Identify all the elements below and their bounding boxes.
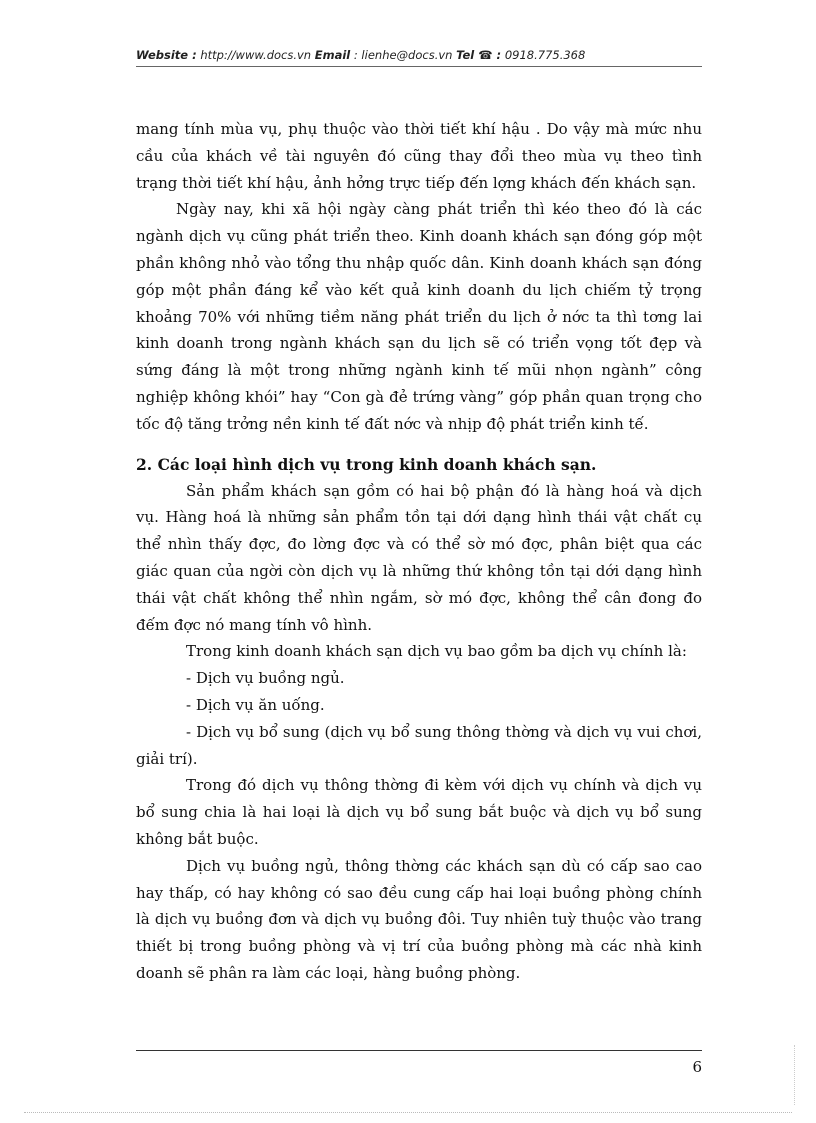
page-bottom-dots xyxy=(24,1112,792,1113)
page-header xyxy=(136,48,702,62)
paragraph-4: Trong kinh doanh khách sạn dịch vụ bao gồm ba dịch vụ chính là: xyxy=(186,642,687,661)
tel-value: 0918.775.368 xyxy=(504,48,586,62)
paragraph-3: Sản phẩm khách sạn gồm có hai bộ phận đó là hàng hoá và dịch vụ. Hàng hoá là những sản phẩm tồn tại dới dạng hình thái vật chất cụ thể nhìn thấy đợc, đo lờng đợc và có thể sờ mó đợc, phân biệt qua các giác quan của ngời còn dịch vụ là những thứ không tồn tại dới dạng hình thái vật chất không thể nhìn ngắm, sờ mó đợc, không thể cân đong đo đếm đợc nó mang tính vô hình. xyxy=(136,481,702,634)
header-divider xyxy=(136,66,702,67)
list-item-3: - Dịch vụ bổ sung (dịch vụ bổ sung thông thờng và dịch vụ vui chơi, giải trí). xyxy=(136,722,702,768)
paragraph-2: Ngày nay, khi xã hội ngày càng phát triển thì kéo theo đó là các ngành dịch vụ cũng phát triển theo. Kinh doanh khách sạn đóng góp một phần không nhỏ vào tổng thu nhập quốc dân. Kinh doanh khách sạn đóng góp một phần đáng kể vào kết quả kinh doanh du lịch chiếm tỷ trọng khoảng 70% với những tiềm năng phát triển du lịch ở nớc ta thì tơng lai kinh doanh trong ngành khách sạn du lịch sẽ có triển vọng tốt đẹp và sứng đáng là một trong những ngành kinh tế mũi nhọn ngành” công nghiệp không khói” hay “Con gà đẻ trứng vàng” góp phần quan trọng cho tốc độ tăng trởng nền kinh tế đất nớc và nhịp độ phát triển kinh tế. xyxy=(136,200,702,433)
website-label: Website : xyxy=(136,48,197,62)
page-number: 6 xyxy=(692,1058,702,1076)
page-edge-dots xyxy=(770,1045,795,1105)
paragraph-6: Dịch vụ buồng ngủ, thông thờng các khách sạn dù có cấp sao cao hay thấp, có hay không có sao đều cung cấp hai loại buồng phòng chính là dịch vụ buồng đơn và dịch vụ buồng đôi. Tuy nhiên tuỳ thuộc vào trang thiết bị trong buồng phòng và vị trí của buồng phòng mà các nhà kinh doanh sẽ phân ra làm các loại, hàng buồng phòng. xyxy=(136,856,702,982)
list-item-1: - Dịch vụ buồng ngủ. xyxy=(186,669,345,688)
paragraph-5: Trong đó dịch vụ thông thờng đi kèm với dịch vụ chính và dịch vụ bổ sung chia là hai loại là dịch vụ bổ sung bắt buộc và dịch vụ bổ sung không bắt buộc. xyxy=(136,776,702,848)
email-value[interactable]: : lienhe@docs.vn xyxy=(353,48,453,62)
paragraph-1: mang tính mùa vụ, phụ thuộc vào thời tiết khí hậu . Do vậy mà mức nhu cầu của khách về tài nguyên đó cũng thay đổi theo mùa vụ theo tình trạng thời tiết khí hậu, ảnh hởng trực tiếp đến lợng khách đến khách sạn. xyxy=(136,120,702,192)
email-label: Email xyxy=(314,48,351,62)
spacer xyxy=(136,438,702,452)
section-heading: 2. Các loại hình dịch vụ trong kinh doanh khách sạn. xyxy=(136,454,597,474)
document-body xyxy=(136,116,702,987)
website-url[interactable]: http://www.docs.vn xyxy=(200,48,312,62)
footer-divider xyxy=(136,1050,702,1051)
list-item-2: - Dịch vụ ăn uống. xyxy=(186,695,325,714)
tel-label: Tel ☎ : xyxy=(456,48,502,62)
